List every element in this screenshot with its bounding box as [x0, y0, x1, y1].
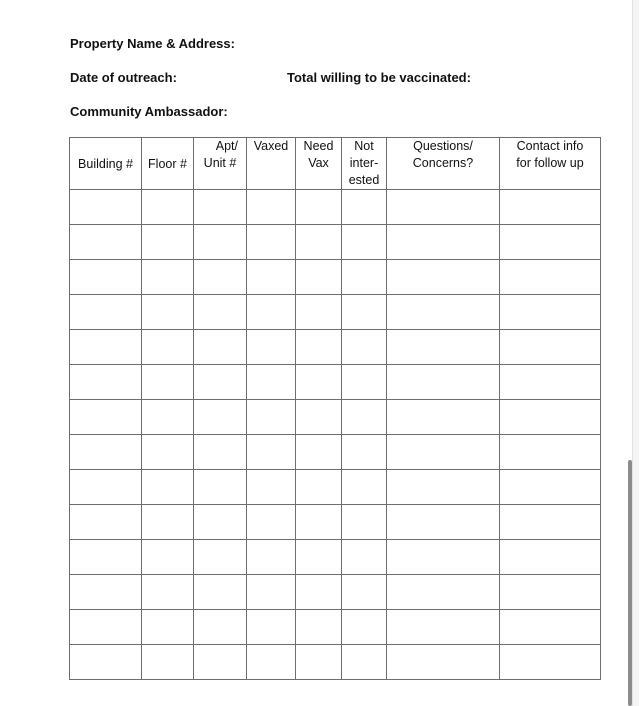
window-right-edge	[632, 0, 639, 706]
cell-questions-concerns	[387, 190, 500, 225]
cell-apt-unit	[194, 365, 247, 400]
table-row	[70, 400, 601, 435]
cell-building	[70, 610, 142, 645]
cell-contact-info	[500, 470, 601, 505]
cell-vaxed	[247, 295, 296, 330]
cell-not-interested	[342, 365, 387, 400]
cell-building	[70, 295, 142, 330]
table-row	[70, 645, 601, 680]
cell-building	[70, 190, 142, 225]
cell-questions-concerns	[387, 295, 500, 330]
cell-contact-info	[500, 505, 601, 540]
cell-vaxed	[247, 435, 296, 470]
cell-contact-info	[500, 645, 601, 680]
header-questions-line2: Concerns?	[412, 156, 474, 170]
cell-need-vax	[296, 575, 342, 610]
table-row	[70, 190, 601, 225]
header-vaxed-label: Vaxed	[253, 139, 289, 153]
cell-building	[70, 400, 142, 435]
cell-questions-concerns	[387, 365, 500, 400]
date-of-outreach-label: Date of outreach:	[70, 70, 177, 85]
cell-need-vax	[296, 295, 342, 330]
header-contact-info	[500, 138, 601, 190]
cell-questions-concerns	[387, 575, 500, 610]
outreach-table	[69, 137, 601, 680]
cell-contact-info	[500, 260, 601, 295]
cell-apt-unit	[194, 470, 247, 505]
cell-need-vax	[296, 470, 342, 505]
header-questions-line1: Questions/	[413, 139, 473, 153]
cell-need-vax	[296, 645, 342, 680]
cell-floor	[142, 190, 194, 225]
cell-need-vax	[296, 540, 342, 575]
cell-need-vax	[296, 365, 342, 400]
header-not-line1: Not	[354, 139, 374, 153]
cell-not-interested	[342, 330, 387, 365]
cell-floor	[142, 470, 194, 505]
header-not-line3: ested	[348, 173, 380, 187]
table-row	[70, 330, 601, 365]
cell-building	[70, 225, 142, 260]
cell-floor	[142, 365, 194, 400]
table-row	[70, 505, 601, 540]
cell-questions-concerns	[387, 540, 500, 575]
cell-vaxed	[247, 540, 296, 575]
cell-vaxed	[247, 505, 296, 540]
header-apt-line1: Apt/	[215, 139, 238, 153]
cell-floor	[142, 295, 194, 330]
cell-building	[70, 435, 142, 470]
table-body	[70, 190, 601, 680]
cell-vaxed	[247, 575, 296, 610]
cell-questions-concerns	[387, 435, 500, 470]
cell-apt-unit	[194, 295, 247, 330]
cell-vaxed	[247, 225, 296, 260]
header-contact-line2: for follow up	[516, 156, 584, 170]
cell-contact-info	[500, 295, 601, 330]
table-row	[70, 260, 601, 295]
cell-not-interested	[342, 295, 387, 330]
cell-apt-unit	[194, 190, 247, 225]
cell-contact-info	[500, 365, 601, 400]
cell-floor	[142, 400, 194, 435]
header-vaxed	[247, 138, 296, 190]
total-willing-label: Total willing to be vaccinated:	[287, 70, 471, 85]
cell-apt-unit	[194, 435, 247, 470]
property-name-address-label: Property Name & Address:	[70, 36, 235, 51]
community-ambassador-label: Community Ambassador:	[70, 104, 228, 119]
cell-building	[70, 470, 142, 505]
cell-not-interested	[342, 575, 387, 610]
cell-apt-unit	[194, 400, 247, 435]
cell-questions-concerns	[387, 470, 500, 505]
cell-floor	[142, 540, 194, 575]
cell-vaxed	[247, 260, 296, 295]
table-row	[70, 225, 601, 260]
cell-vaxed	[247, 330, 296, 365]
cell-apt-unit	[194, 645, 247, 680]
cell-building	[70, 365, 142, 400]
cell-not-interested	[342, 435, 387, 470]
header-not-line2: inter-	[349, 156, 379, 170]
cell-contact-info	[500, 225, 601, 260]
cell-floor	[142, 610, 194, 645]
cell-not-interested	[342, 540, 387, 575]
cell-building	[70, 260, 142, 295]
cell-need-vax	[296, 505, 342, 540]
cell-questions-concerns	[387, 400, 500, 435]
table-row	[70, 435, 601, 470]
cell-need-vax	[296, 435, 342, 470]
cell-not-interested	[342, 225, 387, 260]
cell-floor	[142, 260, 194, 295]
cell-need-vax	[296, 190, 342, 225]
cell-vaxed	[247, 190, 296, 225]
header-apt-line2: Unit #	[203, 156, 237, 170]
cell-need-vax	[296, 400, 342, 435]
scrollbar-thumb[interactable]	[628, 460, 632, 706]
table-row	[70, 295, 601, 330]
cell-questions-concerns	[387, 260, 500, 295]
table-header-row	[70, 138, 601, 190]
table-row	[70, 575, 601, 610]
cell-building	[70, 575, 142, 610]
cell-floor	[142, 575, 194, 610]
cell-not-interested	[342, 400, 387, 435]
table-row	[70, 540, 601, 575]
cell-building	[70, 645, 142, 680]
cell-contact-info	[500, 435, 601, 470]
cell-contact-info	[500, 190, 601, 225]
cell-vaxed	[247, 645, 296, 680]
cell-not-interested	[342, 190, 387, 225]
cell-building	[70, 505, 142, 540]
cell-not-interested	[342, 505, 387, 540]
cell-building	[70, 330, 142, 365]
header-building	[70, 138, 142, 190]
cell-need-vax	[296, 260, 342, 295]
cell-floor	[142, 225, 194, 260]
cell-apt-unit	[194, 540, 247, 575]
header-contact-line1: Contact info	[516, 139, 584, 153]
header-need-vax	[296, 138, 342, 190]
cell-need-vax	[296, 225, 342, 260]
cell-floor	[142, 505, 194, 540]
cell-not-interested	[342, 470, 387, 505]
cell-questions-concerns	[387, 610, 500, 645]
cell-floor	[142, 645, 194, 680]
cell-questions-concerns	[387, 225, 500, 260]
cell-apt-unit	[194, 225, 247, 260]
cell-not-interested	[342, 610, 387, 645]
cell-floor	[142, 435, 194, 470]
cell-need-vax	[296, 330, 342, 365]
cell-apt-unit	[194, 330, 247, 365]
header-floor-label: Floor #	[148, 157, 187, 171]
cell-not-interested	[342, 260, 387, 295]
header-building-label: Building #	[78, 157, 133, 171]
cell-contact-info	[500, 330, 601, 365]
header-need-line2: Vax	[308, 156, 329, 170]
cell-questions-concerns	[387, 645, 500, 680]
cell-apt-unit	[194, 610, 247, 645]
cell-vaxed	[247, 400, 296, 435]
cell-apt-unit	[194, 575, 247, 610]
header-apt-unit	[194, 138, 247, 190]
cell-need-vax	[296, 610, 342, 645]
header-questions-concerns	[387, 138, 500, 190]
cell-apt-unit	[194, 505, 247, 540]
cell-vaxed	[247, 610, 296, 645]
cell-contact-info	[500, 400, 601, 435]
cell-contact-info	[500, 540, 601, 575]
table-row	[70, 470, 601, 505]
cell-vaxed	[247, 470, 296, 505]
cell-not-interested	[342, 645, 387, 680]
cell-questions-concerns	[387, 330, 500, 365]
header-need-line1: Need	[303, 139, 334, 153]
table-row	[70, 365, 601, 400]
cell-building	[70, 540, 142, 575]
header-floor	[142, 138, 194, 190]
cell-questions-concerns	[387, 505, 500, 540]
cell-vaxed	[247, 365, 296, 400]
cell-contact-info	[500, 610, 601, 645]
table-row	[70, 610, 601, 645]
cell-apt-unit	[194, 260, 247, 295]
header-not-interested	[342, 138, 387, 190]
cell-contact-info	[500, 575, 601, 610]
cell-floor	[142, 330, 194, 365]
